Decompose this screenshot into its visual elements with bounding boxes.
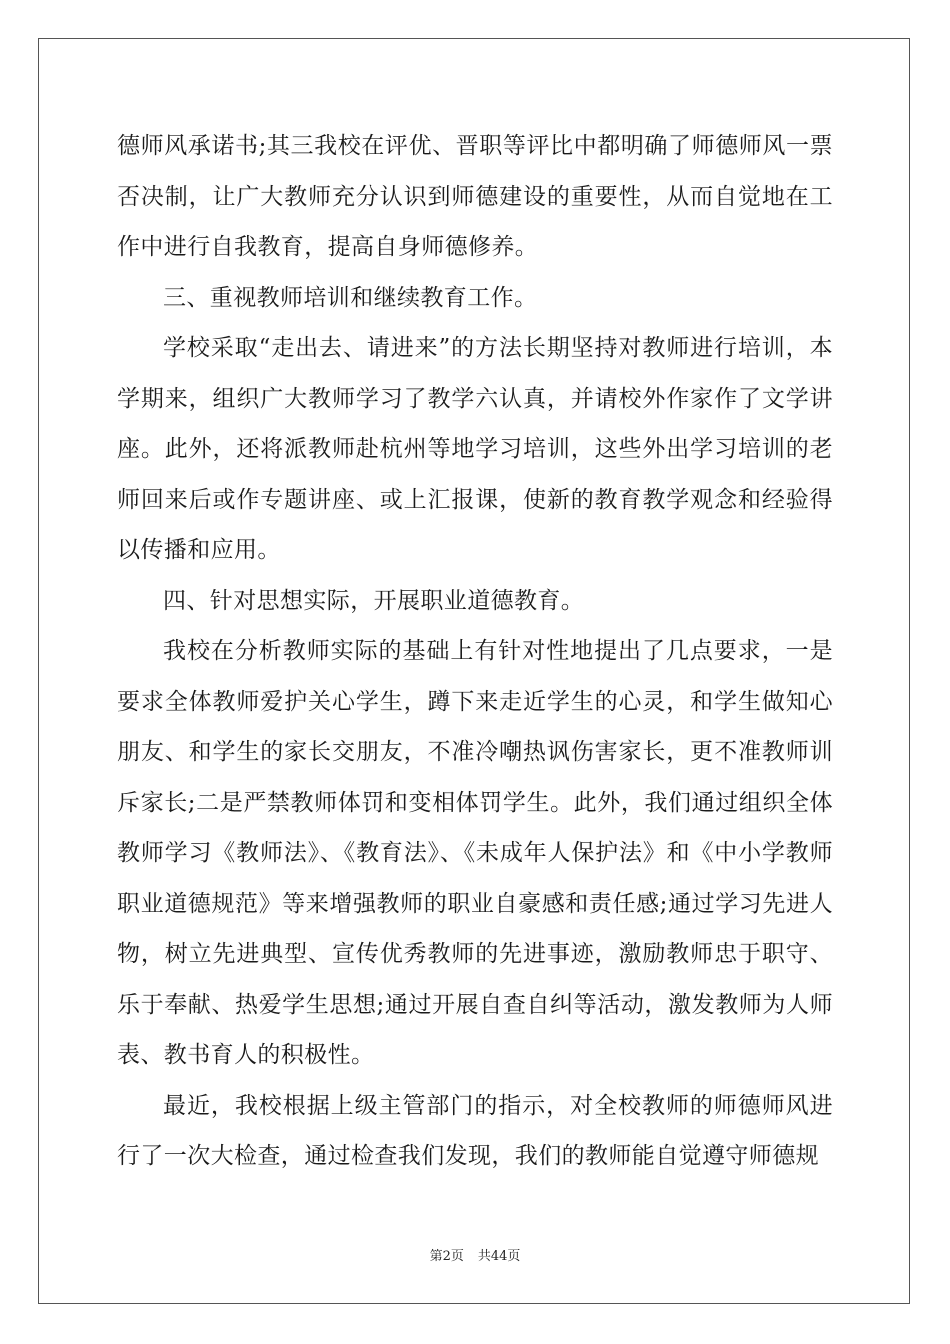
page-number: 第2页 (429, 1249, 464, 1264)
section-heading-3: 三、重视教师培训和继续教育工作。 (163, 284, 538, 311)
page-footer (0, 1245, 950, 1264)
paragraph-5: 我校在分析教师实际的基础上有针对性地提出了几点要求，一是要求全体教师爱护关心学生，蹲下来走近学生的心灵，和学生做知心朋友、和学生的家长交朋友，不准冷嘲热讽伤害家长，更不准教师训斥家长;二是严禁教师体罚和变相体罚学生。此外，我们通过组织全体教师学习《教师法》、《教育法》、《未成年人保护法》和《中小学教师职业道德规范》等来增强教师的职业自豪感和责任感;通过学习先进人物，树立先进典型、宣传优秀教师的先进事迹，激励教师忠于职守、乐于奉献、热爱学生思想;通过开展自查自纠等活动，激发教师为人师表、教书育人的积极性。 (117, 638, 833, 1068)
paragraph-6: 最近，我校根据上级主管部门的指示，对全校教师的师德师风进行了一次大检查，通过检查我们发现，我们的教师能自觉遵守师德规 (117, 1092, 833, 1169)
paragraph-3: 学校采取“走出去、请进来”的方法长期坚持对教师进行培训，本学期来，组织广大教师学习了教学六认真，并请校外作家作了文学讲座。此外，还将派教师赴杭州等地学习培训，这些外出学习培训的老师回来后或作专题讲座、或上汇报课，使新的教育教学观念和经验得以传播和应用。 (117, 335, 833, 563)
document-body (117, 121, 833, 1182)
total-pages: 共44页 (477, 1249, 521, 1264)
paragraph-1: 德师风承诺书;其三我校在评优、晋职等评比中都明确了师德师风一票否决制，让广大教师充分认识到师德建设的重要性，从而自觉地在工作中进行自我教育，提高自身师德修养。 (117, 133, 833, 260)
section-heading-4: 四、针对思想实际，开展职业道德教育。 (163, 587, 585, 614)
